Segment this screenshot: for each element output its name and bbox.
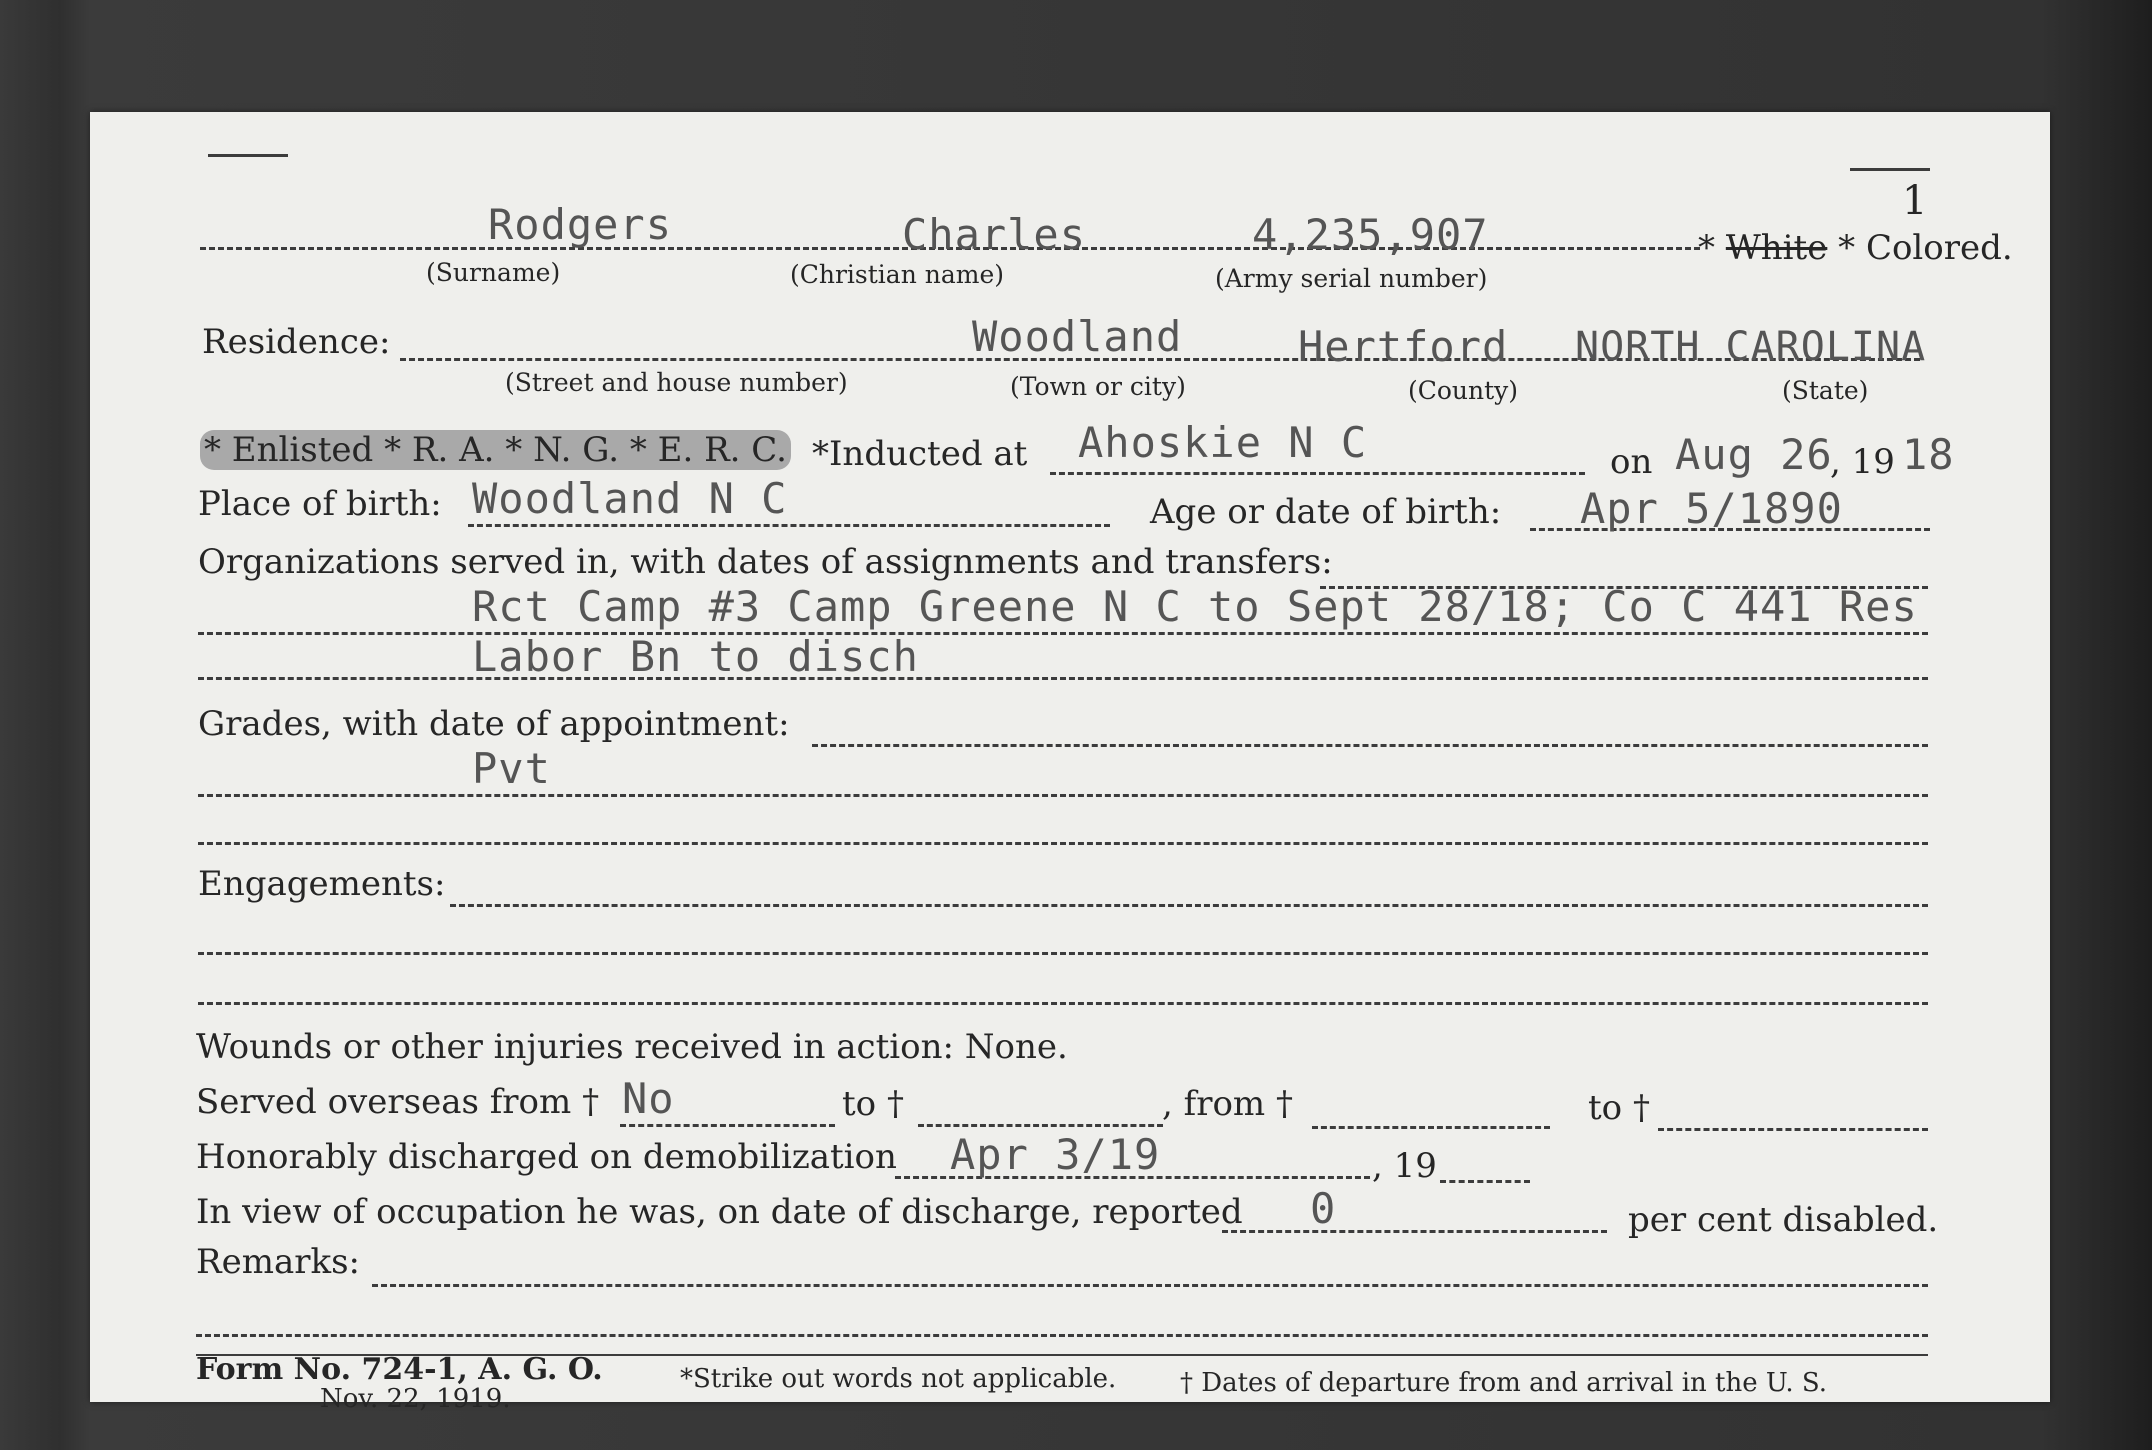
disability-suffix: per cent disabled. bbox=[1628, 1200, 1939, 1240]
induction-date: Aug 26 bbox=[1675, 430, 1833, 479]
inducted-line bbox=[1050, 472, 1585, 475]
serial-number-caption: (Army serial number) bbox=[1215, 264, 1488, 293]
wounds-text: Wounds or other injuries received in action: None. bbox=[196, 1027, 1068, 1067]
grades-line-1 bbox=[198, 794, 1928, 797]
remarks-line-1 bbox=[196, 1334, 1928, 1337]
disability-value: 0 bbox=[1310, 1184, 1337, 1233]
overseas-to-line bbox=[918, 1124, 1163, 1127]
overseas-label: Served overseas from † bbox=[196, 1082, 600, 1122]
organizations-text-2: Labor Bn to disch bbox=[472, 632, 919, 681]
state-value: NORTH CAROLINA bbox=[1575, 324, 1927, 370]
birthplace-value: Woodland N C bbox=[472, 474, 788, 523]
footnote-strike: *Strike out words not applicable. bbox=[680, 1364, 1117, 1394]
race-colored: * Colored. bbox=[1838, 228, 2013, 268]
serial-number-value: 4,235,907 bbox=[1252, 210, 1489, 259]
card-number: 1 bbox=[1902, 178, 1928, 224]
street-caption: (Street and house number) bbox=[505, 368, 848, 397]
overseas-to2-label: to † bbox=[1588, 1088, 1650, 1128]
birthplace-label: Place of birth: bbox=[198, 484, 442, 524]
organizations-label: Organizations served in, with dates of assignments and transfers: bbox=[198, 542, 1333, 582]
race-field bbox=[1698, 228, 2013, 268]
engagements-line-1 bbox=[198, 952, 1928, 955]
overseas-from2-label: , from † bbox=[1162, 1084, 1293, 1124]
grades-line-2 bbox=[198, 842, 1928, 845]
overseas-from-line bbox=[620, 1124, 835, 1127]
engagements-label: Engagements: bbox=[198, 864, 446, 904]
surname-value: Rodgers bbox=[488, 200, 673, 249]
organizations-line-1 bbox=[198, 632, 1928, 635]
year-prefix: , 19 bbox=[1830, 442, 1895, 482]
form-date: Nov. 22, 1919. bbox=[320, 1384, 511, 1414]
induction-year: 18 bbox=[1902, 430, 1955, 479]
surname-caption: (Surname) bbox=[426, 258, 561, 287]
christian-name-caption: (Christian name) bbox=[790, 260, 1005, 289]
enlistment-options: * Enlisted * R. A. * N. G. * E. R. C. bbox=[200, 430, 791, 470]
race-white: White bbox=[1725, 228, 1828, 268]
birthdate-label: Age or date of birth: bbox=[1150, 492, 1502, 532]
inducted-label: *Inducted at bbox=[812, 434, 1028, 474]
town-value: Woodland bbox=[972, 312, 1183, 361]
organizations-line-2 bbox=[198, 677, 1928, 680]
overseas-from-value: No bbox=[622, 1074, 675, 1123]
form-number: Form No. 724-1, A. G. O. bbox=[196, 1352, 603, 1387]
race-marker: * bbox=[1698, 228, 1715, 268]
discharge-label: Honorably discharged on demobilization bbox=[196, 1137, 897, 1177]
inducted-place: Ahoskie N C bbox=[1078, 418, 1368, 467]
county-caption: (County) bbox=[1408, 376, 1519, 405]
residence-label: Residence: bbox=[202, 322, 391, 362]
service-record-card bbox=[90, 112, 2050, 1414]
birthdate-value: Apr 5/1890 bbox=[1580, 484, 1843, 533]
engagements-line-2 bbox=[198, 1002, 1928, 1005]
birthplace-line bbox=[468, 524, 1110, 527]
remarks-label: Remarks: bbox=[196, 1242, 360, 1282]
town-caption: (Town or city) bbox=[1010, 372, 1186, 401]
grades-line-0 bbox=[812, 744, 1928, 747]
organizations-text-1: Rct Camp #3 Camp Greene N C to Sept 28/18; Co C 441 Res bbox=[472, 582, 1918, 631]
state-caption: (State) bbox=[1782, 376, 1869, 405]
on-label: on bbox=[1610, 442, 1653, 482]
christian-name-value: Charles bbox=[902, 210, 1087, 259]
overseas-to-label: to † bbox=[842, 1084, 904, 1124]
disability-line bbox=[1222, 1230, 1607, 1233]
remarks-line-0 bbox=[372, 1284, 1928, 1287]
overseas-from2-line bbox=[1312, 1126, 1550, 1129]
enlistment-type bbox=[200, 430, 791, 470]
grades-value: Pvt bbox=[472, 744, 551, 793]
overseas-to2-line bbox=[1658, 1128, 1928, 1131]
discharge-year-label: , 19 bbox=[1372, 1146, 1437, 1186]
discharge-date: Apr 3/19 bbox=[950, 1130, 1161, 1179]
county-value: Hertford bbox=[1298, 322, 1509, 371]
top-left-rule bbox=[208, 154, 288, 157]
footnote-dates: † Dates of departure from and arrival in the U. S. bbox=[1180, 1368, 1828, 1398]
disability-label: In view of occupation he was, on date of discharge, reported bbox=[196, 1192, 1243, 1232]
discharge-year-line bbox=[1440, 1180, 1530, 1183]
top-right-rule bbox=[1850, 168, 1930, 171]
grades-label: Grades, with date of appointment: bbox=[198, 704, 790, 744]
engagements-line-0 bbox=[450, 904, 1928, 907]
